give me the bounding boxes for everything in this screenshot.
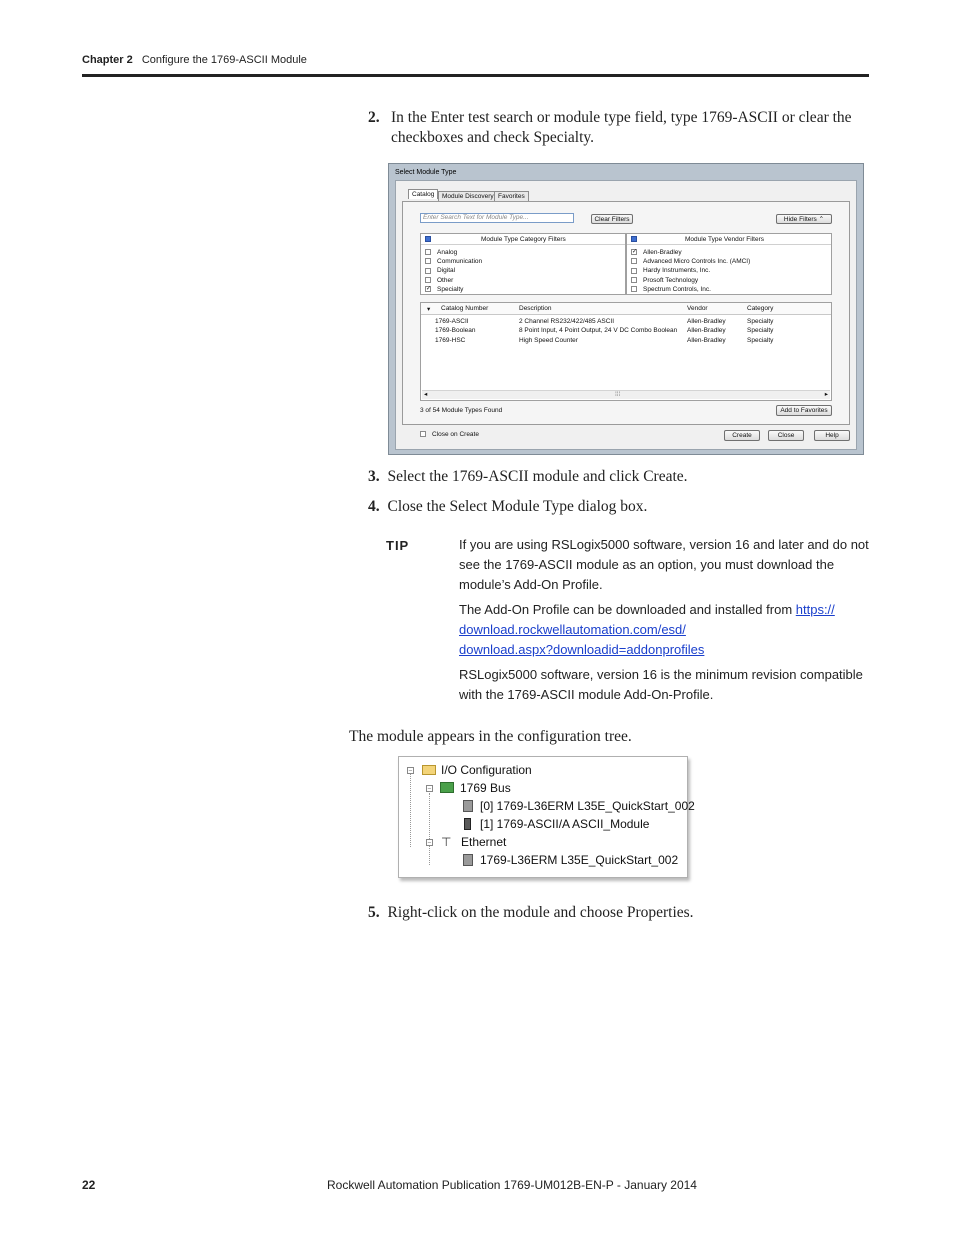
category-item-specialty[interactable]: ✓ Specialty	[426, 285, 464, 293]
vendor-item-amci[interactable]: Advanced Micro Controls Inc. (AMCI)	[631, 257, 750, 266]
tip-paragraph-3: RSLogix5000 software, version 16 is the minimum revision compatible with the 1769-ASCII module Add-On-Profile.	[459, 667, 863, 702]
column-category[interactable]: Category	[747, 305, 774, 312]
category-list	[425, 248, 482, 294]
table-row[interactable]	[421, 317, 831, 326]
category-item-other[interactable]: Other	[425, 276, 482, 285]
category-filter-panel	[420, 233, 626, 295]
add-to-favorites-button[interactable]: Add to Favorites	[776, 405, 832, 416]
tree-intro-text: The module appears in the configuration tree.	[349, 728, 632, 745]
scroll-left-icon[interactable]: ◂	[424, 391, 428, 398]
table-row[interactable]	[421, 336, 831, 345]
sort-down-icon[interactable]: ▾	[427, 306, 431, 313]
cell-catalog: 1769-HSC	[435, 336, 466, 344]
tree-node-controller[interactable]: [0] 1769-L36ERM L35E_QuickStart_002	[480, 799, 695, 813]
cell-category: Specialty	[747, 336, 774, 344]
cell-category: Specialty	[747, 318, 774, 325]
vendor-select-all-checkbox[interactable]	[631, 236, 637, 242]
chevron-up-icon: ⌃	[818, 216, 825, 223]
chapter-label: Chapter 2	[82, 54, 133, 66]
dialog-body	[395, 180, 857, 450]
column-catalog-number[interactable]: Catalog Number	[441, 305, 489, 312]
step-5	[368, 903, 694, 923]
network-icon: ⊤	[441, 835, 452, 849]
tree-node-1769-bus[interactable]: 1769 Bus	[460, 781, 511, 795]
tree-node-io-configuration[interactable]: I/O Configuration	[441, 763, 532, 777]
cell-description: 2 Channel RS232/422/485 ASCII	[519, 318, 615, 325]
step-text: Right-click on the module and choose Properties.	[387, 904, 694, 921]
cell-vendor: Allen-Bradley	[687, 327, 726, 335]
category-item-digital[interactable]: Digital	[425, 266, 482, 275]
checkbox[interactable]	[425, 277, 431, 283]
folder-icon	[422, 765, 436, 775]
clear-filters-button[interactable]: Clear Filters	[591, 214, 633, 224]
checkbox[interactable]	[631, 258, 637, 264]
vendor-list	[631, 248, 750, 294]
table-header	[421, 303, 831, 315]
tree-node-ascii-module[interactable]: [1] 1769-ASCII/A ASCII_Module	[480, 817, 650, 831]
create-button[interactable]: Create	[724, 430, 760, 441]
close-button[interactable]: Close	[768, 430, 804, 441]
horizontal-scrollbar[interactable]	[422, 390, 830, 399]
collapse-icon[interactable]: −	[427, 785, 432, 793]
bus-icon	[440, 782, 454, 793]
step-number: 4.	[368, 498, 380, 515]
cell-vendor: Allen-Bradley	[687, 318, 726, 325]
cell-catalog: 1769-ASCII	[435, 318, 469, 325]
tab-favorites[interactable]: Favorites	[494, 191, 529, 201]
checkbox[interactable]	[425, 249, 431, 255]
checkbox[interactable]	[425, 268, 431, 274]
page-number: 22	[82, 1178, 96, 1192]
column-description[interactable]: Description	[519, 305, 552, 312]
search-input[interactable]: Enter Search Text for Module Type...	[420, 213, 574, 223]
step-number: 3.	[368, 468, 380, 485]
tip-paragraph-1: If you are using RSLogix5000 software, version 16 and later and do not see the 1769-ASCII module as an option, you must download the module’s Add-On Profile.	[459, 537, 869, 592]
download-link-part-2[interactable]: download.rockwellautomation.com/esd/	[459, 622, 686, 637]
module-results-table	[420, 302, 832, 401]
cell-description: High Speed Counter	[519, 336, 578, 344]
tree-node-ethernet[interactable]: Ethernet	[461, 835, 507, 849]
tab-module-discovery[interactable]: Module Discovery	[438, 191, 498, 201]
header-rule	[82, 74, 869, 77]
cell-category: Specialty	[747, 327, 774, 335]
step-text: Select the 1769-ASCII module and click Create.	[387, 468, 688, 485]
step-3	[368, 467, 688, 487]
chapter-title: Configure the 1769-ASCII Module	[141, 54, 307, 66]
checkbox-checked[interactable]: ✓	[426, 286, 432, 293]
step-number: 2.	[368, 109, 380, 126]
controller-icon	[463, 854, 473, 866]
checkbox[interactable]	[631, 286, 637, 292]
select-module-type-dialog	[388, 163, 864, 455]
vendor-item-allen-bradley[interactable]: ✓ Allen-Bradley	[632, 249, 682, 256]
configuration-tree	[398, 756, 695, 878]
hide-filters-label: Hide Filters	[783, 216, 817, 223]
column-vendor[interactable]: Vendor	[687, 305, 708, 312]
help-button[interactable]: Help	[814, 430, 850, 441]
modules-found-count: 3 of 54 Module Types Found	[420, 407, 503, 414]
tip-label: TIP	[386, 538, 410, 553]
scroll-grip-icon[interactable]: ⁞⁞⁞	[615, 391, 621, 398]
step-4	[368, 497, 647, 517]
collapse-icon[interactable]: −	[408, 767, 413, 775]
download-link-part-1[interactable]: https://	[795, 602, 835, 617]
cell-description: 8 Point Input, 4 Point Output, 24 V DC Combo Boolean	[519, 327, 678, 335]
checkbox[interactable]	[425, 258, 431, 264]
tab-catalog[interactable]: Catalog	[408, 189, 438, 199]
cell-vendor: Allen-Bradley	[687, 336, 726, 344]
controller-icon	[463, 800, 473, 812]
publication-info: Rockwell Automation Publication 1769-UM012B-EN-P - January 2014	[327, 1178, 697, 1192]
scroll-right-icon[interactable]: ▸	[824, 391, 828, 398]
checkbox[interactable]	[631, 268, 637, 274]
vendor-filter-header: Module Type Vendor Filters	[685, 236, 765, 243]
category-filter-header: Module Type Category Filters	[481, 236, 566, 243]
close-on-create-option[interactable]: Close on Create	[420, 431, 479, 438]
category-select-all-checkbox[interactable]	[425, 236, 431, 242]
vendor-item-spectrum[interactable]: Spectrum Controls, Inc.	[631, 285, 750, 294]
step-text: In the Enter test search or module type field, type 1769-ASCII or clear the checkboxes and check Specialty.	[391, 109, 852, 146]
vendor-item-prosoft[interactable]: Prosoft Technology	[631, 276, 750, 285]
checkbox[interactable]	[631, 277, 637, 283]
step-number: 5.	[368, 904, 380, 921]
category-item-analog[interactable]: Analog	[425, 248, 482, 257]
table-body	[421, 317, 831, 345]
download-link-part-3[interactable]: download.aspx?downloadid=addonprofiles	[459, 642, 705, 657]
checkbox-checked[interactable]: ✓	[632, 249, 638, 256]
tree-node-ethernet-controller[interactable]: 1769-L36ERM L35E_QuickStart_002	[480, 853, 679, 867]
dialog-title: Select Module Type	[395, 169, 457, 176]
checkbox[interactable]	[420, 431, 426, 437]
table-row[interactable]	[421, 326, 831, 335]
category-item-communication[interactable]: Communication	[425, 257, 482, 266]
vendor-filter-panel	[626, 233, 832, 295]
module-icon	[464, 818, 471, 830]
page-header	[82, 54, 307, 66]
tip-text: The Add-On Profile can be downloaded and installed from	[459, 602, 796, 617]
tip-paragraph-2	[459, 600, 869, 660]
hide-filters-button[interactable]	[776, 214, 832, 224]
step-text: Close the Select Module Type dialog box.	[387, 498, 648, 515]
vendor-item-hardy[interactable]: Hardy Instruments, Inc.	[631, 266, 750, 275]
cell-catalog: 1769-Boolean	[435, 327, 476, 335]
collapse-icon[interactable]: −	[427, 839, 432, 847]
